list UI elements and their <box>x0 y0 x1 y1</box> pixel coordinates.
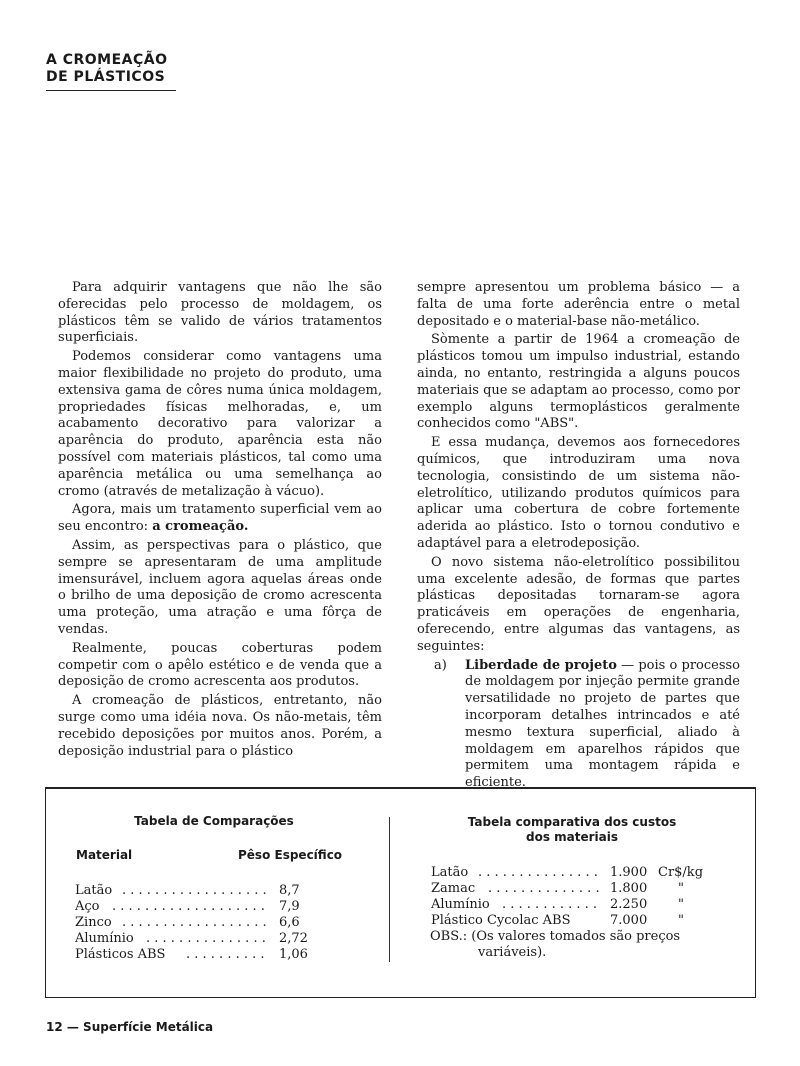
unit-cell: " <box>678 881 684 896</box>
paragraph: O novo sistema não-eletrolítico possibilitou uma excelente adesão, de formas que partes plásticas depositadas tornaram-se agora praticáveis em operações de engenharia, oferecendo, entre algumas das vantagens, as seguintes: <box>417 554 740 654</box>
leader-dots <box>488 881 600 897</box>
list-item-heading: Liberdade de projeto <box>465 657 617 673</box>
value-cell: 8,7 <box>279 883 300 898</box>
table-row <box>430 881 740 897</box>
title-underline <box>46 90 176 91</box>
section-title-line-1: A CROMEAÇÃO <box>46 52 168 68</box>
tables-divider <box>389 817 390 962</box>
list-marker: a) <box>434 657 447 673</box>
table-note-continuation: variáveis). <box>478 945 547 960</box>
value-cell: 7,9 <box>279 899 300 914</box>
table-title <box>430 815 714 845</box>
leader-dots <box>122 915 268 931</box>
paragraph: Realmente, poucas coberturas podem competir com o apêlo estético e de venda que a deposição de cromo acrescenta aos produtos. <box>58 640 382 690</box>
value-cell: 1.900 <box>610 865 648 880</box>
paragraph: Para adquirir vantagens que não lhe são oferecidas pelo processo de moldagem, os plásticos têm se valido de vários tratamentos superficiais. <box>58 280 382 346</box>
leader-dots <box>146 931 268 947</box>
table-row <box>430 897 740 913</box>
table-title: Tabela de Comparações <box>134 814 294 828</box>
article-left-column <box>58 280 382 762</box>
table-title-line-1: Tabela comparativa dos custos <box>467 815 677 829</box>
table-row <box>74 883 364 899</box>
material-cell: Zinco <box>75 915 112 930</box>
value-cell: 7.000 <box>610 913 648 928</box>
table-row <box>74 931 364 947</box>
paragraph: Assim, as perspectivas para o plástico, que sempre se apresentaram de uma amplitude imensurável, incluem agora aquelas áreas onde o brilho de uma deposição de cromo acrescenta uma proteção, uma atração e uma fôrça de vendas. <box>58 537 382 637</box>
table-row <box>74 915 364 931</box>
unit-cell: " <box>678 897 684 912</box>
material-cell: Aço <box>75 899 100 914</box>
table-header-row <box>74 847 364 863</box>
unit-cell: Cr$/kg <box>658 865 704 880</box>
article-right-column <box>417 280 740 792</box>
material-cell: Zamac <box>431 881 476 896</box>
table-row <box>74 899 364 915</box>
table-body <box>430 865 740 961</box>
highlight-term: a cromeação. <box>152 519 249 535</box>
material-cell: Latão <box>75 883 113 898</box>
list-item-text: — pois o processo de moldagem por injeção permite grande versatilidade no projeto de partes que incorporam detalhes intrincados e até mesmo textura superficial, aliado à moldagem em aparelhos rápidos que permitem uma montagem rápida e eficiente. <box>465 657 741 791</box>
material-cell: Alumínio <box>75 931 134 946</box>
table-row <box>430 865 740 881</box>
leader-dots <box>186 947 268 963</box>
paragraph-continuation: sempre apresentou um problema básico — a falta de uma forte aderência entre o metal depositado e o material-base não-metálico. <box>417 280 740 329</box>
table-row <box>430 913 740 929</box>
paragraph: Podemos considerar como vantagens uma maior flexibilidade no projeto do produto, uma extensiva gama de côres numa única moldagem, propriedades físicas melhoradas, e, um acabamento decorativo para valorizar a aparência do produto, aparência esta não possível com materiais plásticos, tal como uma aparência metálica ou uma semelhança ao cromo (através de metalização à vácuo). <box>58 349 382 499</box>
paragraph: E essa mudança, devemos aos fornecedores químicos, que introduziram uma nova tecnologia, consistindo de um sistema não-eletrolítico, utilizando produtos químicos para aplicar uma cobertura de cobre fortemente aderida ao plástico. Isto o tornou condutivo e adaptável para a eletrodeposição. <box>417 435 740 551</box>
material-cell: Plásticos ABS <box>75 947 166 962</box>
material-cell: Plástico Cycolac ABS <box>431 913 571 928</box>
unit-cell: " <box>678 913 684 928</box>
column-header-material: Material <box>76 848 133 862</box>
paragraph: Sòmente a partir de 1964 a cromeação de plásticos tomou um impulso industrial, estando ainda, no entanto, restringida a alguns poucos materiais que se adaptam ao processo, como por exemplo alguns termoplásticos geralmente conhecidos como "ABS". <box>417 332 740 432</box>
leader-dots <box>478 865 600 881</box>
value-cell: 1.800 <box>610 881 648 896</box>
cost-table <box>430 815 740 961</box>
value-cell: 1,06 <box>279 947 308 962</box>
comparison-table <box>74 813 364 963</box>
material-cell: Alumínio <box>431 897 490 912</box>
list-item <box>417 658 740 792</box>
leader-dots <box>112 899 268 915</box>
value-cell: 6,6 <box>279 915 300 930</box>
value-cell: 2.250 <box>610 897 648 912</box>
leader-dots <box>122 883 268 899</box>
table-title-line-2: dos materiais <box>525 830 618 844</box>
page-footer: 12 — Superfície Metálica <box>46 1020 214 1034</box>
value-cell: 2,72 <box>279 931 308 946</box>
section-title <box>46 52 168 86</box>
paragraph: A cromeação de plásticos, entretanto, não surge como uma idéia nova. Os não-metais, têm recebido deposições por muitos anos. Porém, a deposição industrial para o plástico <box>58 693 382 759</box>
material-cell: Latão <box>431 865 469 880</box>
paragraph-text: Agora, mais um tratamento superficial vem ao seu encontro: <box>58 502 382 535</box>
leader-dots <box>502 897 600 913</box>
paragraph <box>58 502 382 536</box>
table-body <box>74 883 364 963</box>
table-note: OBS.: (Os valores tomados são preços <box>430 929 681 944</box>
column-header-specific-weight: Pêso Específico <box>238 848 343 862</box>
list-item-body <box>465 658 740 792</box>
table-row <box>74 947 364 963</box>
section-title-line-2: DE PLÁSTICOS <box>46 69 166 85</box>
